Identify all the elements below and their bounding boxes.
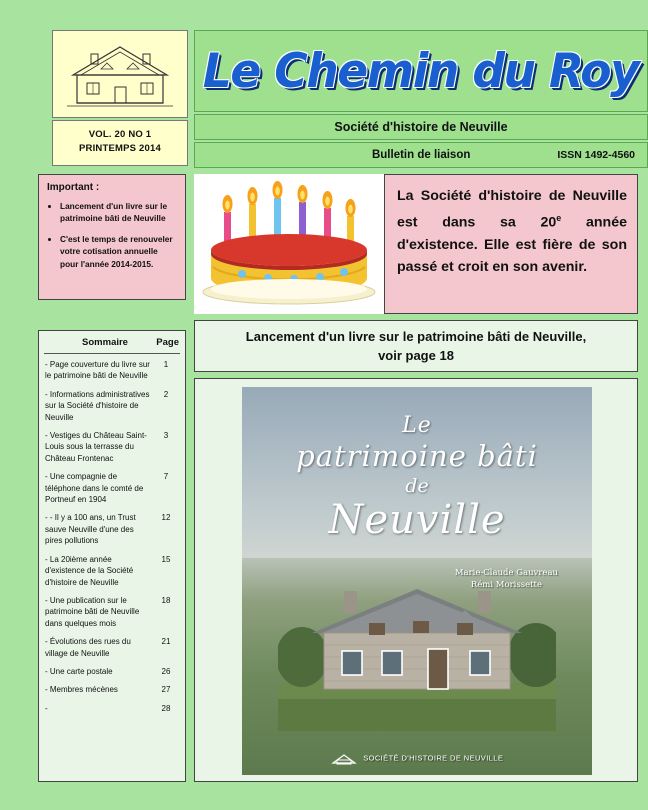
book-author-1: Marie-Claude Gauvreau xyxy=(454,568,558,578)
book-publisher-label: SOCIÉTÉ D'HISTOIRE DE NEUVILLE xyxy=(363,753,504,763)
book-launch-banner xyxy=(194,320,638,372)
bulletin-bar xyxy=(194,142,648,168)
toc-page: 27 xyxy=(161,685,171,695)
book-publisher xyxy=(242,752,592,765)
toc-page: 1 xyxy=(163,360,169,369)
list-item[interactable] xyxy=(39,430,185,464)
toc-label: - Évolutions des rues du village de Neuville xyxy=(45,637,131,658)
toc-label: - Informations administratives sur la Société d'histoire de Neuville xyxy=(45,389,150,422)
book-title-neuville: Neuville xyxy=(328,497,506,544)
volume-line: VOL. 20 NO 1 xyxy=(88,129,152,140)
stone-house-photo xyxy=(278,571,556,731)
toc-page: 2 xyxy=(163,389,169,399)
toc-page: 18 xyxy=(161,595,171,605)
list-item[interactable] xyxy=(39,595,185,629)
issn-label: ISSN 1492-4560 xyxy=(557,149,635,161)
toc-label: - La 20ième année d'existence de la Société d'histoire de Neuville xyxy=(45,554,134,587)
list-item[interactable] xyxy=(39,636,185,659)
toc-page: 12 xyxy=(161,513,171,523)
masthead xyxy=(8,8,640,168)
book-launch-line2: voir page 18 xyxy=(378,348,454,363)
bulletin-label: Bulletin de liaison xyxy=(371,149,471,161)
volume-issue-box xyxy=(52,120,188,166)
anniversary-text-part1: La Société d'histoire de Neuville est dans sa 20 xyxy=(397,188,627,231)
book-title-de: de xyxy=(405,474,429,497)
cover-sky xyxy=(242,387,592,558)
list-item[interactable] xyxy=(39,684,185,695)
toc-page: 7 xyxy=(163,472,169,482)
book-cover-panel xyxy=(194,378,638,782)
toc-label: - Membres mécènes xyxy=(45,685,118,695)
list-item[interactable] xyxy=(39,703,185,714)
sommaire-header xyxy=(39,331,185,353)
list-item[interactable] xyxy=(39,666,185,677)
anniversary-statement-box xyxy=(384,174,638,314)
list-item[interactable] xyxy=(39,389,185,423)
important-title: Important : xyxy=(47,182,100,193)
list-item: • Lancement d'un livre sur le patrimoine bâti de Neuville xyxy=(60,200,177,225)
toc-label: - Page couverture du livre sur le patrimoine bâti de Neuville xyxy=(45,360,150,381)
book-authors xyxy=(455,567,558,591)
toc-page: 26 xyxy=(161,666,171,676)
anniversary-statement xyxy=(397,185,627,278)
birthday-cake-icon xyxy=(194,174,384,314)
season-line: PRINTEMPS 2014 xyxy=(79,143,161,154)
list-item[interactable] xyxy=(39,554,185,588)
sommaire-box xyxy=(38,330,186,782)
maison-patrimoniale-logo-icon xyxy=(61,35,179,115)
toc-label: - Vestiges du Château Saint-Louis sous la terrasse du Château Frontenac xyxy=(45,431,147,463)
societe-bar xyxy=(194,114,648,140)
book-title-main: patrimoine bâti xyxy=(296,439,538,474)
anniversary-text-part2: année d'existence. Elle est fière de son passé et croit en son avenir. xyxy=(397,214,627,275)
toc-label: - Une carte postale xyxy=(45,666,113,676)
sommaire-page-header: Page xyxy=(156,337,179,348)
ordinal-exponent: e xyxy=(556,213,562,223)
list-item: • C'est le temps de renouveler votre cotisation annuelle pour l'année 2014-2015. xyxy=(60,233,177,270)
toc-label: - xyxy=(45,703,48,713)
toc-label: - - Il y a 100 ans, un Trust sauve Neuville d'une des pires pollutions xyxy=(45,513,136,546)
important-list xyxy=(47,200,177,270)
societe-house-icon xyxy=(331,752,357,765)
important-box xyxy=(38,174,186,300)
list-item[interactable] xyxy=(39,471,185,505)
book-author-2: Rémi Morissette xyxy=(470,580,542,590)
book-launch-text xyxy=(246,327,586,365)
toc-label: - Une compagnie de téléphone dans le comté de Portneuf en 1904 xyxy=(45,472,144,505)
book-launch-line1: Lancement d'un livre sur le patrimoine bâti de Neuville, xyxy=(245,329,587,344)
book-cover-image xyxy=(242,387,592,775)
toc-page: 3 xyxy=(163,431,169,441)
list-item[interactable] xyxy=(39,512,185,546)
page-title: Le Chemin du Roy xyxy=(203,43,639,99)
divider xyxy=(44,353,180,354)
logo-box xyxy=(52,30,188,118)
list-item[interactable] xyxy=(39,359,185,382)
sommaire-title: Sommaire xyxy=(82,337,128,348)
societe-label: Société d'histoire de Neuville xyxy=(334,120,508,134)
toc-label: - Une publication sur le patrimoine bâti de Neuville dans quelques mois xyxy=(45,595,140,628)
anniversary-cake-image xyxy=(194,174,384,314)
book-title-le: Le xyxy=(402,413,432,438)
publication-title-banner xyxy=(194,30,648,112)
toc-page: 21 xyxy=(161,637,171,647)
toc-page: 28 xyxy=(161,703,171,713)
toc-page: 15 xyxy=(161,554,171,564)
